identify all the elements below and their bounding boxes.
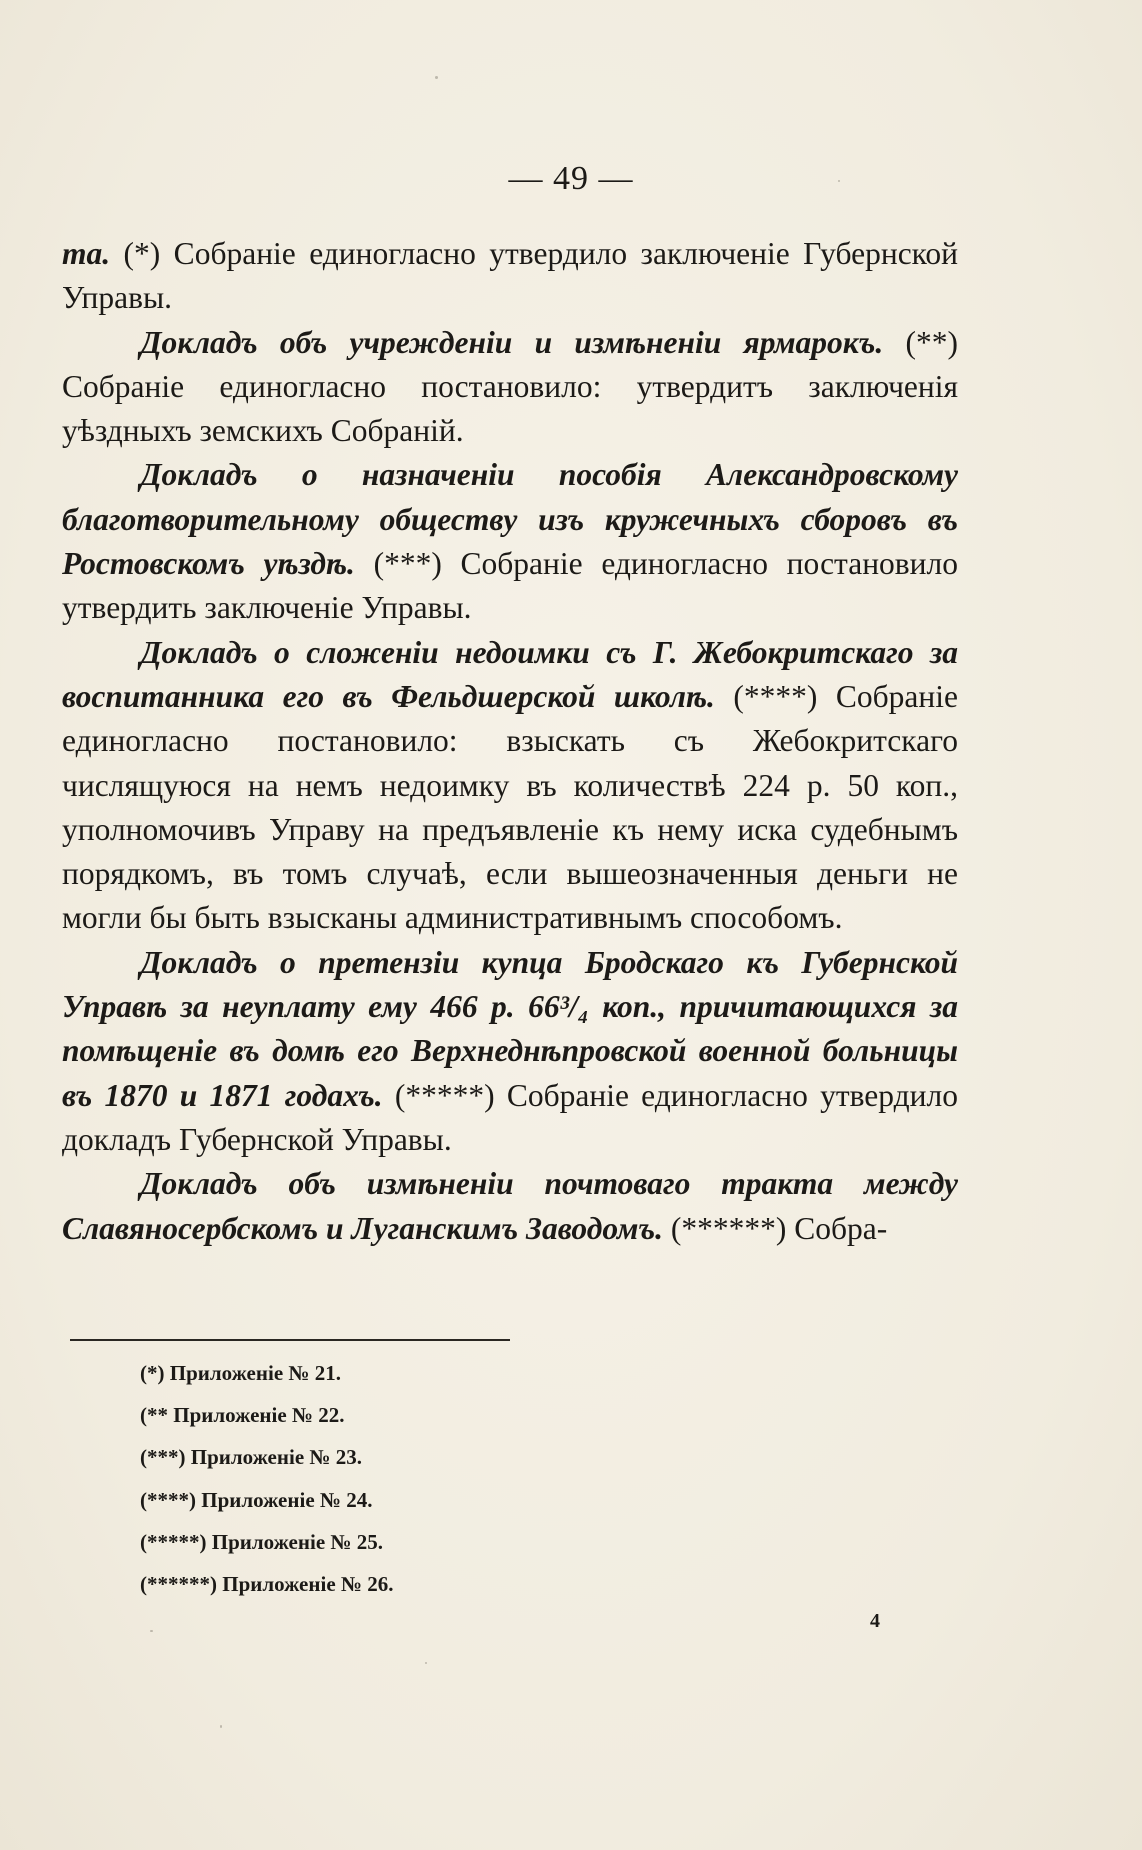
paragraph xyxy=(62,321,958,454)
footnote: (** Приложеніе № 22. xyxy=(140,1403,345,1428)
footnote: (******) Приложеніе № 26. xyxy=(140,1572,394,1597)
footnote-separator xyxy=(70,1339,510,1341)
signature-mark: 4 xyxy=(870,1610,880,1632)
paragraph xyxy=(62,941,958,1162)
report-title: Докладъ о претензіи купца Бродскаго къ Губернской Управѣ за неуплату ему 466 р. 66³/₄ коп., причитающихся за помѣщеніе въ домѣ его Верхнеднѣпровской военной больницы въ 1870 и 1871 годахъ. xyxy=(62,944,958,1113)
footnote: (*) Приложеніе № 21. xyxy=(140,1361,341,1385)
paragraph-text: (**) Собраніе единогласно постановило: утвердитъ заключенія уѣздныхъ земскихъ Собраній. xyxy=(62,324,958,449)
paragraph-text: (***) Собраніе единогласно постановило утвердить заключеніе Управы. xyxy=(62,546,958,626)
report-title: Докладъ о сложеніи недоимки съ Г. Жебокритскаго за воспитанника его въ Фельдшерской школѣ. xyxy=(62,634,958,714)
paper-speck xyxy=(425,1662,427,1664)
report-title: Докладъ о назначеніи пособія Александровскому благотворительному обществу изъ кружечныхъ сборовъ въ Ростовскомъ уѣздѣ. xyxy=(62,457,958,582)
report-title: Докладъ объ учрежденіи и измѣненіи ярмарокъ. xyxy=(140,324,884,360)
paragraph xyxy=(62,453,958,630)
paragraph-text: (******) Собра- xyxy=(662,1210,888,1246)
page-number: — 49 — xyxy=(508,160,634,197)
paragraph-text: (****) Собраніе единогласно постановило: взыскать съ Жебокритскаго числящуюся на немъ недоимку въ количествѣ 224 р. 50 коп., уполномочивъ Управу на предъявленіе къ нему иска судебнымъ порядкомъ, въ томъ случаѣ, если вышеозначенныя деньги не могли бы быть взысканы административнымъ способомъ. xyxy=(62,678,958,936)
paper-speck xyxy=(220,1725,222,1728)
report-title: Докладъ объ измѣненіи почтоваго тракта между Славяносербскомъ и Луганскимъ Заводомъ. xyxy=(62,1166,958,1246)
paragraph xyxy=(62,232,958,321)
footnotes xyxy=(140,1352,840,1605)
paragraph xyxy=(62,1162,958,1251)
footnote: (*****) Приложеніе № 25. xyxy=(140,1529,383,1554)
footnote: (***) Приложеніе № 23. xyxy=(140,1445,362,1470)
paper-speck xyxy=(838,180,840,182)
paragraph-text: (*****) Собраніе единогласно утвердило докладъ Губернской Управы. xyxy=(62,1077,958,1157)
footnote: (****) Приложеніе № 24. xyxy=(140,1487,373,1512)
paragraph-text: (*) Собраніе единогласно утвердило заключеніе Губернской Управы. xyxy=(62,236,958,316)
body-text xyxy=(62,232,958,1251)
paper-speck xyxy=(150,1630,153,1632)
paragraph xyxy=(62,631,958,941)
report-title: та. xyxy=(62,236,111,271)
paper-speck xyxy=(435,76,438,79)
